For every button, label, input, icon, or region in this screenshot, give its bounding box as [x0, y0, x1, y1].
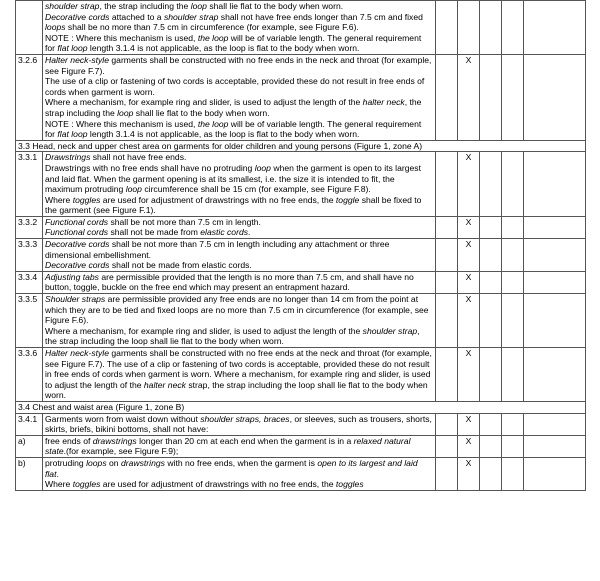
- empty-cell: [502, 435, 524, 457]
- text-run: NOTE : Where this mechanism is used,: [45, 118, 198, 129]
- table-row: [16, 413, 586, 435]
- italic-term: flat loop: [57, 129, 88, 140]
- clause-paragraph: [45, 1, 433, 12]
- requirements-table-body: [16, 1, 586, 491]
- text-run: Where: [45, 194, 73, 205]
- clause-paragraph: [45, 227, 433, 238]
- empty-cell: [436, 294, 458, 348]
- italic-term: drawstrings: [120, 457, 165, 468]
- clause-text: [43, 348, 436, 402]
- remarks-cell: [524, 435, 586, 457]
- clause-paragraph: [45, 76, 433, 97]
- clause-text: [43, 239, 436, 272]
- verdict-cell: X: [458, 54, 480, 140]
- text-run: Where a mechanism, for example ring and slider, is used to adjust the length of the: [45, 97, 363, 108]
- italic-term: loop: [254, 162, 271, 173]
- italic-term: Decorative cords: [45, 260, 110, 271]
- clause-paragraph: [45, 458, 433, 479]
- italic-term: loops: [86, 457, 107, 468]
- verdict-cell: X: [458, 216, 480, 238]
- table-row: [16, 239, 586, 272]
- clause-paragraph: [45, 163, 433, 195]
- table-row: [16, 294, 586, 348]
- italic-term: open to its largest and laid flat: [45, 457, 418, 479]
- empty-cell: [480, 54, 502, 140]
- empty-cell: [480, 271, 502, 293]
- empty-cell: [480, 152, 502, 217]
- clause-paragraph: [45, 414, 433, 435]
- text-run: Garments worn from waist down without: [45, 413, 201, 424]
- italic-term: shoulder straps, braces: [200, 413, 290, 424]
- clause-paragraph: [45, 294, 433, 326]
- italic-term: toggles: [335, 479, 364, 490]
- empty-cell: [436, 54, 458, 140]
- empty-cell: [502, 457, 524, 490]
- clause-text: [43, 457, 436, 490]
- italic-term: shoulder strap: [163, 11, 219, 22]
- verdict-cell: X: [458, 271, 480, 293]
- remarks-cell: [524, 152, 586, 217]
- remarks-cell: [524, 457, 586, 490]
- clause-number: 3.4.1: [16, 413, 43, 435]
- clause-text: [43, 1, 436, 55]
- clause-paragraph: [45, 272, 433, 293]
- table-row: [16, 54, 586, 140]
- empty-cell: [436, 348, 458, 402]
- clause-number: 3.2.6: [16, 54, 43, 140]
- remarks-cell: [524, 413, 586, 435]
- italic-term: shoulder strap: [362, 325, 418, 336]
- italic-term: the loop: [197, 32, 229, 43]
- verdict-cell: X: [458, 294, 480, 348]
- clause-text: [43, 152, 436, 217]
- text-run: when the garment is open to its largest and laid flat. When the garment opening is at its smallest, i.e. the size it is intended to fit, the maximum protruding: [45, 162, 421, 195]
- text-run: protruding: [45, 457, 87, 468]
- italic-term: toggle: [335, 194, 360, 205]
- italic-term: toggles: [72, 194, 101, 205]
- italic-term: halter neck: [143, 379, 186, 390]
- text-run: length 3.1.4 is not applicable, as the loop is flat to the body when worn.: [87, 43, 360, 54]
- empty-cell: [436, 435, 458, 457]
- verdict-cell: X: [458, 348, 480, 402]
- empty-cell: [480, 457, 502, 490]
- empty-cell: [502, 152, 524, 217]
- empty-cell: [436, 457, 458, 490]
- clause-number: [16, 1, 43, 55]
- text-run: NOTE : Where this mechanism is used,: [45, 32, 198, 43]
- remarks-cell: [524, 239, 586, 272]
- table-row: [16, 152, 586, 217]
- text-run: Where a mechanism, for example ring and slider, is used to adjust the length of the: [45, 325, 363, 336]
- clause-paragraph: [45, 12, 433, 33]
- text-run: with no free ends, when the garment is: [164, 457, 318, 468]
- empty-cell: [436, 152, 458, 217]
- text-run: .: [56, 468, 59, 479]
- italic-term: toggles: [72, 479, 101, 490]
- text-run: are permissible provided any free ends are no longer than 14 cm from the point at which they are to be tied and fixed loops are no more than 7.5 cm in circumference (for example, see Figure F.6).: [45, 294, 429, 326]
- clause-paragraph: [45, 326, 433, 347]
- text-run: shall be not more than 7.5 cm in length including any attachment or three dimensional embellishment.: [45, 239, 390, 260]
- text-run: shall be not more than 7.5 cm in length.: [108, 216, 261, 227]
- text-run: .: [248, 227, 251, 238]
- empty-cell: [480, 216, 502, 238]
- remarks-cell: [524, 216, 586, 238]
- empty-cell: [480, 294, 502, 348]
- clause-paragraph: [45, 55, 433, 76]
- empty-cell: [436, 271, 458, 293]
- clause-paragraph: [45, 33, 433, 54]
- text-run: length 3.1.4 is not applicable, as the loop is flat to the body when worn.: [87, 129, 360, 140]
- text-run: , the strap including the: [45, 97, 422, 118]
- empty-cell: [502, 413, 524, 435]
- empty-cell: [480, 239, 502, 272]
- text-run: .(for example, see Figure F.9);: [63, 446, 179, 457]
- italic-term: halter neck: [362, 97, 405, 108]
- clause-paragraph: [45, 119, 433, 140]
- clause-number: 3.3.4: [16, 271, 43, 293]
- text-run: shall not have free ends.: [90, 152, 187, 163]
- clause-text: [43, 294, 436, 348]
- clause-number: 3.3.1: [16, 152, 43, 217]
- table-row: [16, 216, 586, 238]
- text-run: shall not have free ends longer than 7.5 cm and fixed: [218, 11, 423, 22]
- clause-paragraph: [45, 152, 433, 163]
- text-run: , the strap including the loop shall lie flat to the body when worn.: [45, 325, 420, 347]
- table-row: [16, 457, 586, 490]
- empty-cell: [502, 216, 524, 238]
- section-heading: 3.3 Head, neck and upper chest area on garments for older children and young persons (Figure 1, zone A): [16, 140, 586, 152]
- text-run: garments shall be constructed with no free ends in the neck and throat (for example, see Figure F.7).: [45, 54, 432, 76]
- clause-paragraph: [45, 348, 433, 401]
- italic-term: Adjusting tabs: [45, 271, 99, 282]
- clause-text: [43, 216, 436, 238]
- remarks-cell: [524, 271, 586, 293]
- italic-term: Shoulder straps: [45, 294, 106, 305]
- empty-cell: [502, 348, 524, 402]
- text-run: Where: [45, 479, 73, 490]
- clause-text: [43, 413, 436, 435]
- italic-term: loops: [45, 22, 66, 33]
- italic-term: the loop: [197, 118, 229, 129]
- clause-number: b): [16, 457, 43, 490]
- italic-term: loop: [190, 1, 207, 11]
- verdict-cell: X: [458, 152, 480, 217]
- text-run: shall be no more than 7.5 cm in circumference (for example, see Figure F.6).: [65, 22, 359, 33]
- italic-term: Decorative cords: [45, 239, 110, 250]
- empty-cell: [502, 239, 524, 272]
- clause-paragraph: [45, 479, 433, 490]
- text-run: shall lie flat to the body when worn.: [133, 107, 270, 118]
- section-heading: 3.4 Chest and waist area (Figure 1, zone B): [16, 401, 586, 413]
- remarks-cell: [524, 54, 586, 140]
- empty-cell: [502, 1, 524, 55]
- text-run: on: [106, 457, 121, 468]
- verdict-cell: X: [458, 435, 480, 457]
- text-run: shall be fixed to the garment (see Figure F.1).: [45, 194, 422, 216]
- text-run: circumference shall be 15 cm (for example, see Figure F.8).: [141, 184, 371, 195]
- italic-term: Drawstrings: [45, 152, 91, 163]
- table-row: [16, 1, 586, 55]
- italic-term: drawstrings: [92, 435, 137, 446]
- text-run: free ends of: [45, 435, 93, 446]
- italic-term: shoulder strap: [45, 1, 100, 11]
- text-run: garments shall be constructed with no free ends at the neck and throat (for example, see Figure F.7). The use of a clip or fastening of two cords is acceptable, provided these do not result in free ends of cords when garment is worn. Where a mechanism, for example ring and slider, is used to adjust the length of the: [45, 348, 432, 390]
- italic-term: relaxed natural state: [45, 435, 411, 457]
- empty-cell: [436, 216, 458, 238]
- clause-paragraph: [45, 217, 433, 228]
- clause-text: [43, 54, 436, 140]
- verdict-cell: X: [458, 413, 480, 435]
- text-run: shall not be made from elastic cords.: [109, 260, 252, 271]
- text-run: Drawstrings with no free ends shall have no protruding: [45, 162, 255, 173]
- empty-cell: [480, 435, 502, 457]
- remarks-cell: [524, 294, 586, 348]
- clause-number: 3.3.2: [16, 216, 43, 238]
- requirements-table: [15, 0, 586, 491]
- clause-paragraph: [45, 239, 433, 260]
- text-run: The use of a clip or fastening of two cords is acceptable, provided these do not result in free ends of cords when garment is worn.: [45, 76, 425, 97]
- empty-cell: [480, 413, 502, 435]
- empty-cell: [436, 1, 458, 55]
- clause-paragraph: [45, 436, 433, 457]
- clause-paragraph: [45, 260, 433, 271]
- italic-term: loop: [125, 184, 142, 195]
- italic-term: elastic cords: [200, 227, 249, 238]
- clause-text: [43, 271, 436, 293]
- text-run: will be of variable length. The general requirement for: [45, 32, 422, 54]
- table-row: [16, 348, 586, 402]
- empty-cell: [480, 1, 502, 55]
- text-run: strap, the strap including the loop shall lie flat to the body when worn.: [45, 379, 428, 401]
- clause-number: 3.3.3: [16, 239, 43, 272]
- text-run: longer than 20 cm at each end when the garment is in a: [136, 435, 354, 446]
- clause-number: 3.3.5: [16, 294, 43, 348]
- text-run: are used for adjustment of drawstrings with no free ends, the: [100, 479, 336, 490]
- empty-cell: [436, 413, 458, 435]
- italic-term: loop: [117, 107, 134, 118]
- text-run: are used for adjustment of drawstrings with no free ends, the: [100, 194, 336, 205]
- clause-paragraph: [45, 97, 433, 118]
- text-run: attached to a: [109, 11, 164, 22]
- verdict-cell: [458, 1, 480, 55]
- clause-number: a): [16, 435, 43, 457]
- text-run: shall lie flat to the body when worn.: [206, 1, 344, 11]
- table-row: [16, 271, 586, 293]
- empty-cell: [436, 239, 458, 272]
- remarks-cell: [524, 348, 586, 402]
- verdict-cell: X: [458, 239, 480, 272]
- empty-cell: [502, 294, 524, 348]
- text-run: will be of variable length. The general requirement for: [45, 118, 422, 140]
- verdict-cell: X: [458, 457, 480, 490]
- table-row: [16, 435, 586, 457]
- italic-term: Halter neck-style: [45, 54, 109, 65]
- empty-cell: [502, 54, 524, 140]
- clause-paragraph: [45, 195, 433, 216]
- text-run: , or sleeves, such as trousers, shorts, skirts, briefs, bikini bottoms, shall not have:: [45, 413, 432, 435]
- italic-term: Functional cords: [45, 227, 109, 238]
- text-run: , the strap including the: [99, 1, 191, 11]
- section-row: [16, 401, 586, 413]
- italic-term: flat loop: [57, 43, 88, 54]
- empty-cell: [502, 271, 524, 293]
- clause-number: 3.3.6: [16, 348, 43, 402]
- empty-cell: [480, 348, 502, 402]
- italic-term: Decorative cords: [45, 11, 110, 22]
- italic-term: Functional cords: [45, 216, 109, 227]
- remarks-cell: [524, 1, 586, 55]
- text-run: are permissible provided that the length is no more than 7.5 cm, and shall have no button, toggle, buckle on the free end which may present an entrapment hazard.: [45, 271, 414, 293]
- italic-term: Halter neck-style: [45, 348, 109, 358]
- section-row: [16, 140, 586, 152]
- clause-text: [43, 435, 436, 457]
- text-run: shall not be made from: [108, 227, 201, 238]
